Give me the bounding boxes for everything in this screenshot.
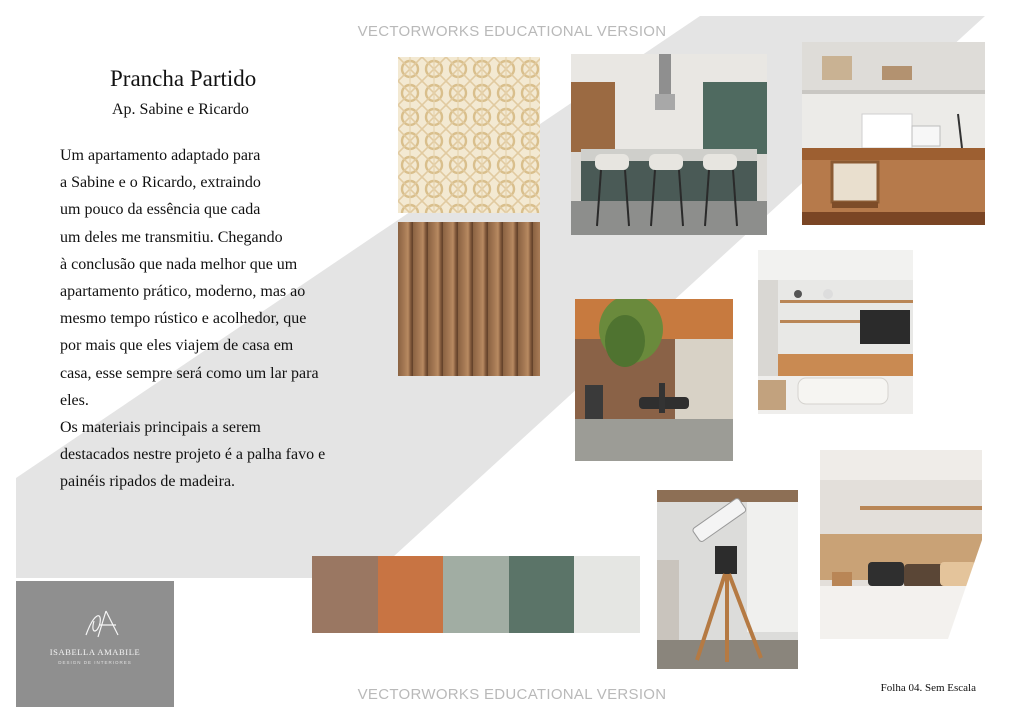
- palette-swatch: [509, 556, 575, 633]
- description-line: casa, esse sempre será como um lar para: [60, 364, 319, 382]
- monogram-logo-icon: [76, 607, 136, 639]
- watermark-bottom: VECTORWORKS EDUCATIONAL VERSION: [357, 686, 667, 703]
- bedroom-photo: [820, 450, 982, 639]
- wood-slat-panel-image: [398, 222, 540, 376]
- description-line: painéis ripados de madeira.: [60, 473, 236, 491]
- description-line: à conclusão que nada melhor que um: [60, 255, 298, 273]
- home-office-desk-photo: [802, 42, 985, 225]
- board-subtitle: Ap. Sabine e Ricardo: [112, 101, 249, 118]
- sheet-note: Folha 04. Sem Escala: [880, 682, 976, 694]
- living-room-photo: [758, 250, 913, 414]
- palette-swatch: [312, 556, 378, 633]
- description-line: mesmo tempo rústico e acolhedor, que: [60, 310, 307, 328]
- board-title: Prancha Partido: [110, 66, 257, 91]
- description-line: por mais que eles viajem de casa em: [60, 337, 294, 355]
- description-line: destacados nestre projeto é a palha favo e: [60, 446, 326, 464]
- palette-swatch: [443, 556, 509, 633]
- description-line: apartamento prático, moderno, mas ao: [60, 283, 306, 301]
- palette-swatch: [574, 556, 640, 633]
- description-line: Um apartamento adaptado para: [60, 147, 261, 164]
- palette-swatch: [378, 556, 444, 633]
- description-line: a Sabine e o Ricardo, extraindo: [60, 174, 261, 192]
- home-gym-photo: [575, 299, 733, 461]
- cane-webbing-texture-image: [398, 57, 540, 213]
- logo-tagline: DESIGN DE INTERIORES: [58, 660, 132, 665]
- description-line: Os materiais principais a serem: [60, 419, 261, 437]
- logo-name: ISABELLA AMABILE: [49, 647, 141, 657]
- color-palette: [312, 556, 640, 633]
- description-line: um pouco da essência que cada: [60, 201, 261, 219]
- board-description: [60, 142, 380, 496]
- description-line: eles.: [60, 391, 89, 409]
- kitchen-photo: [571, 54, 767, 235]
- watermark-top: VECTORWORKS EDUCATIONAL VERSION: [357, 23, 667, 40]
- description-line: um deles me transmitiu. Chegando: [60, 228, 283, 246]
- telescope-photo: [657, 490, 798, 669]
